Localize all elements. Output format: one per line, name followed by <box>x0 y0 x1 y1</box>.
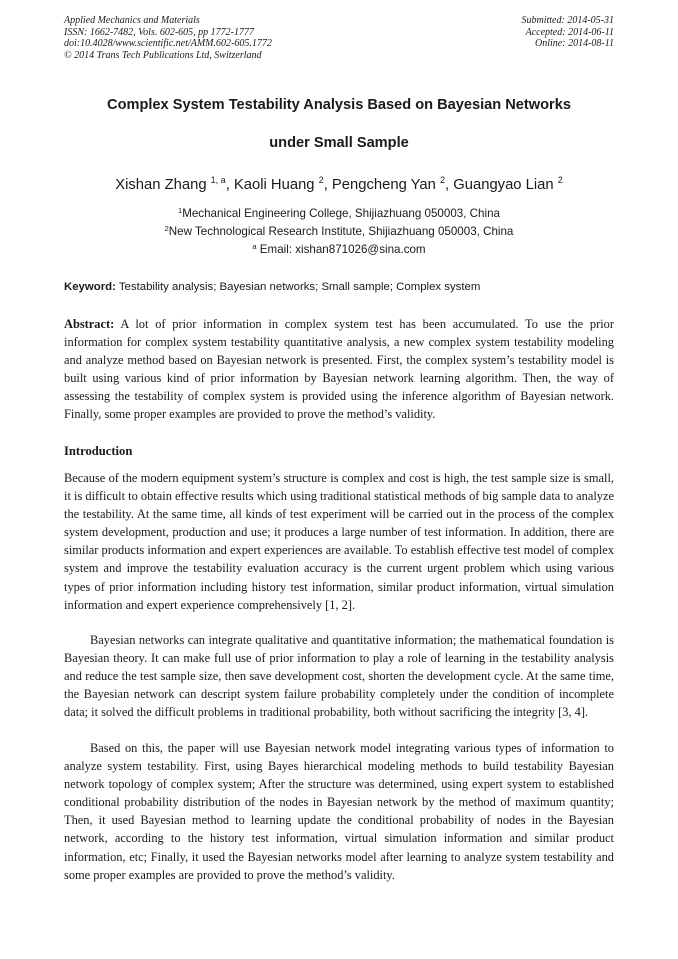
author-name: Xishan Zhang <box>115 177 207 193</box>
author-list: Xishan Zhang $^{1, a}$, Kaoli Huang $^2$, Pengcheng Yan $^2$, Guangyao Lian $^2$ <box>115 175 563 193</box>
journal-name: Applied Mechanics and Materials <box>64 15 200 26</box>
affiliation-1 <box>40 207 638 220</box>
affiliation-2 <box>40 225 638 238</box>
abstract-text: A lot of prior information in complex system test has been accumulated. To use the prior information for complex system testability quantitative analysis, a new complex system testability modeling and analyze method based on Bayesian network is presented. First, the complex system’s testability model is built using various kind of prior information by Bayesian network learning algorithm. Then, the way of assessing the testability of complex system is provided using the inference algorithm of Bayesian network. Finally, some proper examples are provided to prove the method’s validity. <box>64 317 614 422</box>
copyright-line: © 2014 Trans Tech Publications Ltd, Switzerland <box>64 49 262 61</box>
affiliation-mark: 2 <box>164 224 169 233</box>
author-affiliation-mark: 2 <box>557 175 563 185</box>
issn-line: ISSN: 1662-7482, Vols. 602-605, pp 1772-1777 <box>64 26 254 38</box>
author-affiliation-mark: 1, a <box>210 175 226 185</box>
introduction-paragraph-2: Bayesian networks can integrate qualitative and quantitative information; the mathematical foundation is Bayesian theory. It can make full use of prior information to play a role of learning in the testability analysis and reduce the test sample size, then save development cost, shorten the development cycle. At the same time, the Bayesian network can descript system failure probability completely under the condition of incomplete data; it solved the difficult problems in traditional probability, both without sacrificing the integrity [3, 4]. <box>64 633 614 720</box>
author-affiliation-mark: 2 <box>318 175 324 185</box>
paper-title-line-1: Complex System Testability Analysis Based on Bayesian Networks <box>107 97 571 113</box>
paper-title-line-2: under Small Sample <box>269 135 409 151</box>
affiliation-mark: a <box>252 242 257 251</box>
author-name: Pengcheng Yan <box>331 177 436 193</box>
abstract <box>64 315 614 424</box>
keywords <box>64 281 624 293</box>
author-affiliation-mark: 2 <box>440 175 446 185</box>
email-line <box>40 243 638 256</box>
author-name: Kaoli Huang <box>233 177 315 193</box>
submitted-date: Submitted: 2014-05-31 <box>521 15 614 26</box>
keyword-label: Keyword: <box>64 281 116 293</box>
affiliation-text: New Technological Research Institute, Shijiazhuang 050003, China <box>168 225 514 238</box>
online-date: Online: 2014-08-11 <box>535 38 614 49</box>
keyword-text: Testability analysis; Bayesian networks; Small sample; Complex system <box>115 281 481 293</box>
abstract-label: Abstract: <box>64 317 115 331</box>
introduction-paragraph-3: Based on this, the paper will use Bayesian network model integrating various types of information to analyze system testability. First, using Bayes hierarchical modeling methods to build testability Bayesian network topology of complex system; After the structure was determined, using expert system to established conditional probability distribution of the nodes in Bayesian network by the method of maximum quantity; Then, it used Bayesian method to learning update the conditional probability of nodes in the Bayesian network, according to the history test information, virtual simulation information and similar product information, etc; Finally, it used the Bayesian networks model after learning to analyze system testability and some proper examples are provided to prove the method’s validity. <box>64 741 614 882</box>
doi-line: doi:10.4028/www.scientific.net/AMM.602-605.1772 <box>64 38 272 49</box>
affiliation-text: Mechanical Engineering College, Shijiazhuang 050003, China <box>182 207 500 220</box>
introduction-paragraph-1: Because of the modern equipment system’s structure is complex and cost is high, the test sample size is small, it is difficult to obtain effective results which using traditional statistical methods of big sample data to analyze the testability. At the same time, all kinds of test experiment will be carried out in the process of the complex system development, production and use; it produces a large number of test information. In addition, there are similar products information and expert experiences are available. To establish effective test model of complex system and improve the testability evaluation accuracy is the current urgent problem which using various types of prior information including history test information, similar product information, virtual simulation information and expert experience comprehensively [1, 2]. <box>64 471 614 612</box>
email-text: Email: xishan871026@sina.com <box>256 243 426 256</box>
journal-header <box>64 15 272 61</box>
affiliation-mark: 1 <box>178 206 183 215</box>
dates-header <box>522 15 615 50</box>
accepted-date: Accepted: 2014-06-11 <box>525 26 614 38</box>
introduction-heading: Introduction <box>64 444 133 458</box>
author-name: Guangyao Lian <box>453 177 554 193</box>
